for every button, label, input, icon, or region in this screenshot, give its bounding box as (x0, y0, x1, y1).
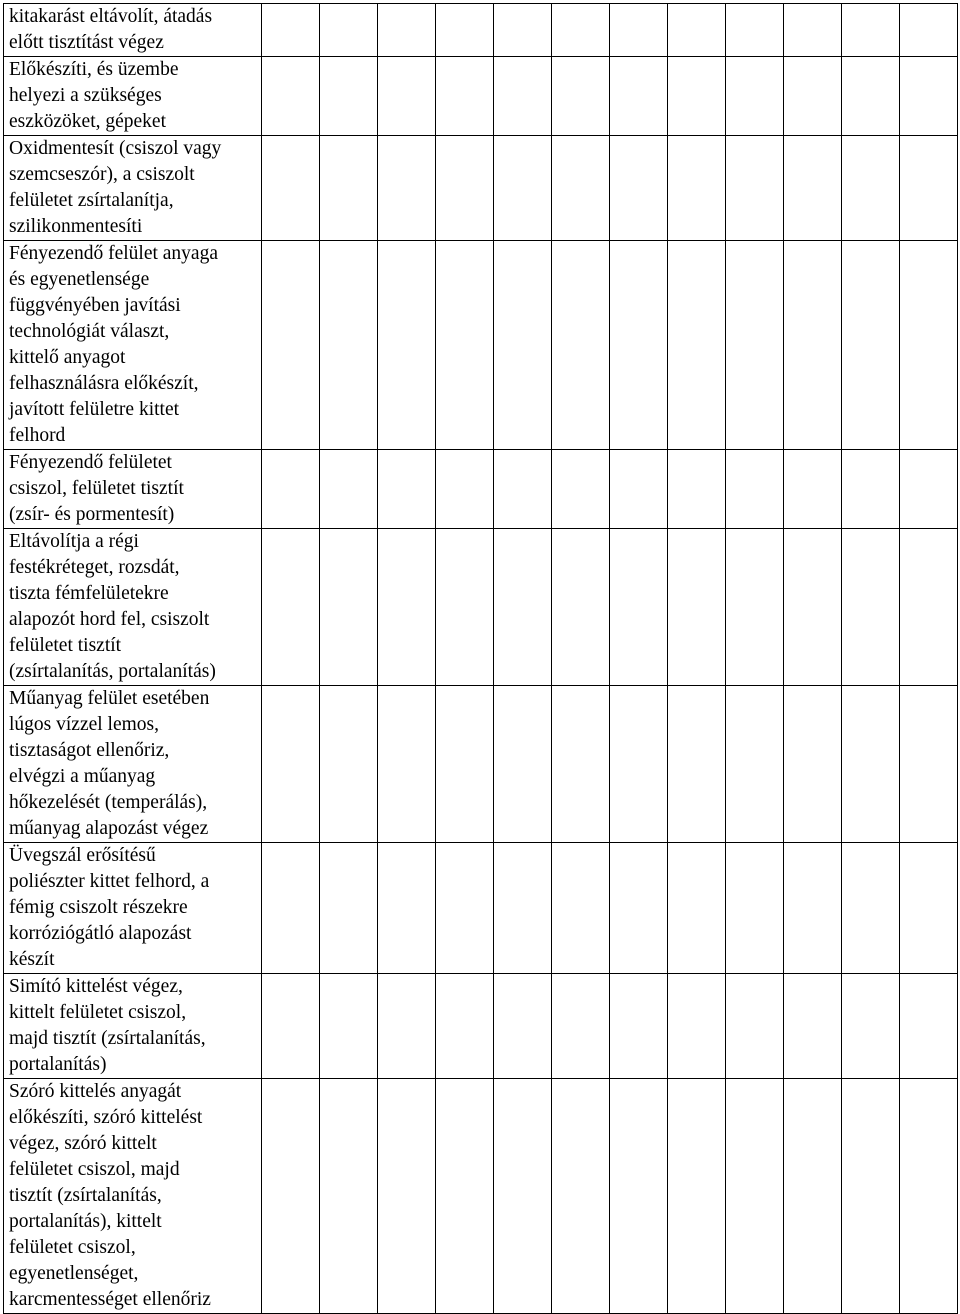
task-description-cell: Műanyag felület esetében lúgos vízzel lemos, tisztaságot ellenőriz, elvégzi a műanyag hőkezelését (temperálás), műanyag alapozást végez (4, 686, 262, 843)
empty-mark-cell[interactable] (320, 686, 378, 843)
task-table-page (3, 3, 958, 1314)
empty-mark-cell[interactable] (552, 136, 610, 241)
empty-mark-cell[interactable] (726, 57, 784, 136)
empty-mark-cell[interactable] (494, 686, 552, 843)
table-row (4, 450, 958, 529)
empty-mark-cell[interactable] (842, 4, 900, 57)
empty-mark-cell[interactable] (726, 136, 784, 241)
empty-mark-cell[interactable] (552, 241, 610, 450)
empty-mark-cell[interactable] (320, 843, 378, 974)
empty-mark-cell[interactable] (436, 450, 494, 529)
empty-mark-cell[interactable] (494, 4, 552, 57)
empty-mark-cell[interactable] (900, 450, 958, 529)
task-description-cell: Oxidmentesít (csiszol vagy szemcseszór), a csiszolt felületet zsírtalanítja, szilikonmentesíti (4, 136, 262, 241)
empty-mark-cell[interactable] (784, 57, 842, 136)
empty-mark-cell[interactable] (842, 450, 900, 529)
empty-mark-cell[interactable] (552, 974, 610, 1079)
empty-mark-cell[interactable] (668, 529, 726, 686)
empty-mark-cell[interactable] (494, 57, 552, 136)
table-row (4, 686, 958, 843)
empty-mark-cell[interactable] (552, 450, 610, 529)
empty-mark-cell[interactable] (842, 57, 900, 136)
empty-mark-cell[interactable] (320, 1079, 378, 1314)
empty-mark-cell[interactable] (900, 57, 958, 136)
empty-mark-cell[interactable] (552, 686, 610, 843)
empty-mark-cell[interactable] (262, 450, 320, 529)
empty-mark-cell[interactable] (726, 529, 784, 686)
empty-mark-cell[interactable] (842, 1079, 900, 1314)
task-description-cell: Fényezendő felületet csiszol, felületet tisztít (zsír- és pormentesít) (4, 450, 262, 529)
empty-mark-cell[interactable] (436, 529, 494, 686)
empty-mark-cell[interactable] (842, 974, 900, 1079)
table-row (4, 241, 958, 450)
table-row (4, 4, 958, 57)
task-description-cell: Előkészíti, és üzembe helyezi a szükséges eszközöket, gépeket (4, 57, 262, 136)
table-row (4, 1079, 958, 1314)
empty-mark-cell[interactable] (668, 843, 726, 974)
empty-mark-cell[interactable] (610, 974, 668, 1079)
empty-mark-cell[interactable] (610, 529, 668, 686)
empty-mark-cell[interactable] (320, 450, 378, 529)
empty-mark-cell[interactable] (262, 974, 320, 1079)
empty-mark-cell[interactable] (436, 4, 494, 57)
empty-mark-cell[interactable] (262, 57, 320, 136)
empty-mark-cell[interactable] (610, 843, 668, 974)
empty-mark-cell[interactable] (784, 843, 842, 974)
table-row (4, 136, 958, 241)
empty-mark-cell[interactable] (378, 241, 436, 450)
empty-mark-cell[interactable] (262, 241, 320, 450)
empty-mark-cell[interactable] (726, 843, 784, 974)
empty-mark-cell[interactable] (436, 974, 494, 1079)
empty-mark-cell[interactable] (842, 843, 900, 974)
empty-mark-cell[interactable] (842, 136, 900, 241)
empty-mark-cell[interactable] (900, 974, 958, 1079)
empty-mark-cell[interactable] (668, 974, 726, 1079)
empty-mark-cell[interactable] (378, 57, 436, 136)
task-description-cell: Üvegszál erősítésű poliészter kittet felhord, a fémig csiszolt részekre korróziógátló alapozást készít (4, 843, 262, 974)
empty-mark-cell[interactable] (494, 450, 552, 529)
empty-mark-cell[interactable] (378, 529, 436, 686)
empty-mark-cell[interactable] (436, 136, 494, 241)
empty-mark-cell[interactable] (436, 843, 494, 974)
empty-mark-cell[interactable] (610, 1079, 668, 1314)
empty-mark-cell[interactable] (378, 686, 436, 843)
empty-mark-cell[interactable] (262, 843, 320, 974)
empty-mark-cell[interactable] (842, 529, 900, 686)
empty-mark-cell[interactable] (378, 1079, 436, 1314)
empty-mark-cell[interactable] (552, 4, 610, 57)
empty-mark-cell[interactable] (668, 1079, 726, 1314)
empty-mark-cell[interactable] (610, 241, 668, 450)
table-row (4, 57, 958, 136)
empty-mark-cell[interactable] (262, 686, 320, 843)
empty-mark-cell[interactable] (494, 974, 552, 1079)
empty-mark-cell[interactable] (668, 136, 726, 241)
empty-mark-cell[interactable] (494, 1079, 552, 1314)
task-description-cell: kitakarást eltávolít, átadás előtt tisztítást végez (4, 4, 262, 57)
table-row (4, 974, 958, 1079)
empty-mark-cell[interactable] (610, 136, 668, 241)
empty-mark-cell[interactable] (726, 450, 784, 529)
empty-mark-cell[interactable] (900, 241, 958, 450)
empty-mark-cell[interactable] (320, 241, 378, 450)
empty-mark-cell[interactable] (668, 57, 726, 136)
empty-mark-cell[interactable] (436, 241, 494, 450)
empty-mark-cell[interactable] (784, 136, 842, 241)
empty-mark-cell[interactable] (784, 974, 842, 1079)
empty-mark-cell[interactable] (726, 241, 784, 450)
empty-mark-cell[interactable] (726, 974, 784, 1079)
empty-mark-cell[interactable] (552, 843, 610, 974)
empty-mark-cell[interactable] (784, 450, 842, 529)
empty-mark-cell[interactable] (726, 1079, 784, 1314)
empty-mark-cell[interactable] (784, 4, 842, 57)
empty-mark-cell[interactable] (436, 1079, 494, 1314)
empty-mark-cell[interactable] (552, 57, 610, 136)
empty-mark-cell[interactable] (610, 4, 668, 57)
empty-mark-cell[interactable] (378, 136, 436, 241)
empty-mark-cell[interactable] (842, 686, 900, 843)
empty-mark-cell[interactable] (668, 450, 726, 529)
empty-mark-cell[interactable] (320, 974, 378, 1079)
empty-mark-cell[interactable] (436, 57, 494, 136)
empty-mark-cell[interactable] (900, 1079, 958, 1314)
empty-mark-cell[interactable] (552, 529, 610, 686)
empty-mark-cell[interactable] (726, 686, 784, 843)
empty-mark-cell[interactable] (320, 136, 378, 241)
empty-mark-cell[interactable] (262, 4, 320, 57)
empty-mark-cell[interactable] (900, 4, 958, 57)
empty-mark-cell[interactable] (262, 1079, 320, 1314)
empty-mark-cell[interactable] (610, 57, 668, 136)
empty-mark-cell[interactable] (494, 529, 552, 686)
empty-mark-cell[interactable] (320, 57, 378, 136)
empty-mark-cell[interactable] (784, 1079, 842, 1314)
empty-mark-cell[interactable] (378, 4, 436, 57)
table-row (4, 529, 958, 686)
empty-mark-cell[interactable] (784, 529, 842, 686)
empty-mark-cell[interactable] (494, 241, 552, 450)
empty-mark-cell[interactable] (726, 4, 784, 57)
empty-mark-cell[interactable] (262, 136, 320, 241)
empty-mark-cell[interactable] (900, 529, 958, 686)
task-description-cell: Eltávolítja a régi festékréteget, rozsdát, tiszta fémfelületekre alapozót hord fel, csiszolt felületet tisztít (zsírtalanítás, portalanítás) (4, 529, 262, 686)
table-row (4, 843, 958, 974)
empty-mark-cell[interactable] (320, 4, 378, 57)
empty-mark-cell[interactable] (610, 686, 668, 843)
empty-mark-cell[interactable] (668, 4, 726, 57)
empty-mark-cell[interactable] (842, 241, 900, 450)
task-description-cell: Fényezendő felület anyaga és egyenetlensége függvényében javítási technológiát választ, kittelő anyagot felhasználásra előkészít, javított felületre kittet felhord (4, 241, 262, 450)
empty-mark-cell[interactable] (610, 450, 668, 529)
empty-mark-cell[interactable] (668, 241, 726, 450)
empty-mark-cell[interactable] (494, 843, 552, 974)
empty-mark-cell[interactable] (900, 136, 958, 241)
empty-mark-cell[interactable] (784, 686, 842, 843)
task-description-cell: Szóró kittelés anyagát előkészíti, szóró kittelést végez, szóró kittelt felületet csiszol, majd tisztít (zsírtalanítás, portalanítás), kittelt felületet csiszol, egyenetlenséget, karcmentességet ellenőriz (4, 1079, 262, 1314)
table-body (4, 4, 958, 1314)
empty-mark-cell[interactable] (378, 843, 436, 974)
empty-mark-cell[interactable] (552, 1079, 610, 1314)
empty-mark-cell[interactable] (900, 843, 958, 974)
task-table (3, 3, 958, 1314)
empty-mark-cell[interactable] (494, 136, 552, 241)
empty-mark-cell[interactable] (262, 529, 320, 686)
empty-mark-cell[interactable] (320, 529, 378, 686)
empty-mark-cell[interactable] (378, 974, 436, 1079)
empty-mark-cell[interactable] (668, 686, 726, 843)
empty-mark-cell[interactable] (784, 241, 842, 450)
task-description-cell: Simító kittelést végez, kittelt felületet csiszol, majd tisztít (zsírtalanítás, portalanítás) (4, 974, 262, 1079)
empty-mark-cell[interactable] (436, 686, 494, 843)
empty-mark-cell[interactable] (900, 686, 958, 843)
empty-mark-cell[interactable] (378, 450, 436, 529)
